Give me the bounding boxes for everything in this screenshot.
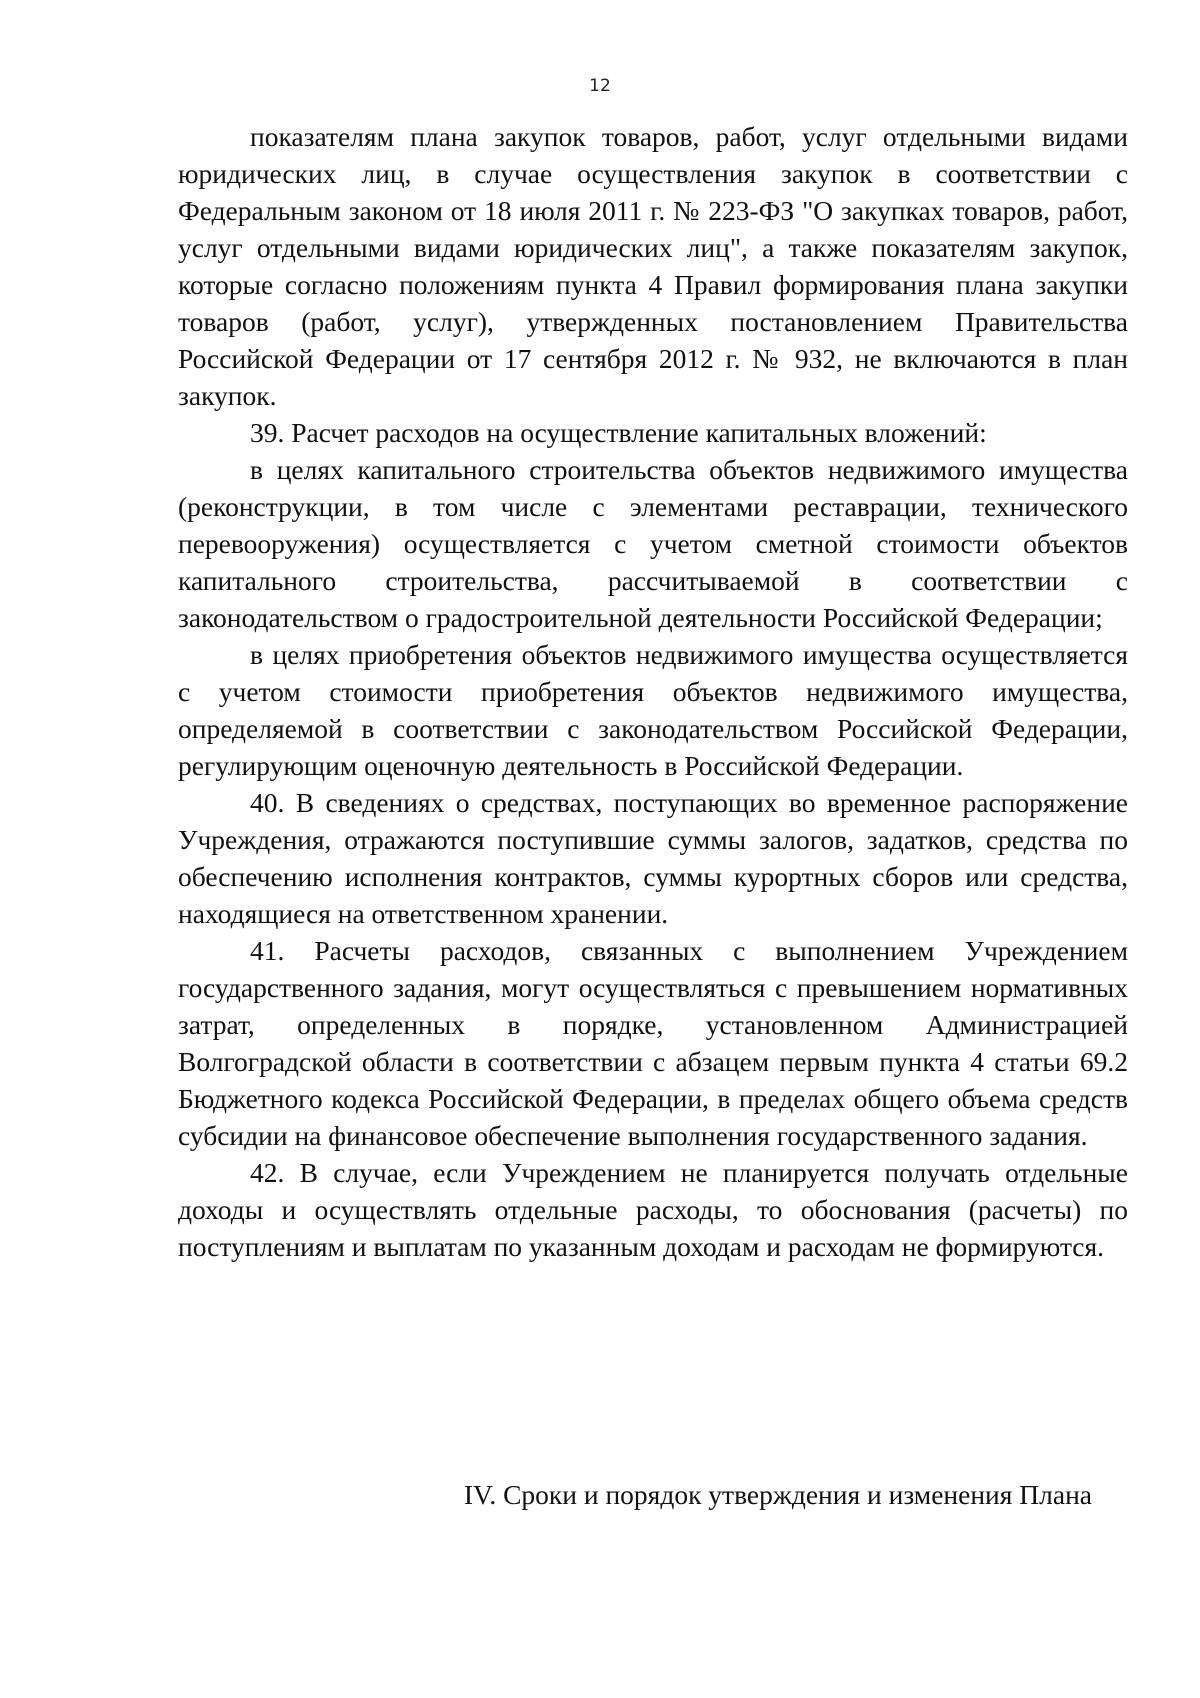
- paragraph-42-no-income-expenses: 42. В случае, если Учреждением не планируется получать отдельные доходы и осуществлять отдельные расходы, то обоснования (расчеты) по поступлениям и выплатам по указанным доходам и расходам не формируются.: [178, 1157, 1128, 1262]
- section-heading-text: IV. Сроки и порядок утверждения и изменения Плана: [463, 1479, 1092, 1510]
- document-body: [178, 118, 1128, 1265]
- paragraph-capital-construction: в целях капитального строительства объектов недвижимого имущества (реконструкции, в том числе с элементами реставрации, технического перевооружения) осуществляется с учетом сметной стоимости объектов капитального строительства, рассчитываемой в соответствии с законодательством о градостроительной деятельности Российской Федерации;: [178, 454, 1128, 633]
- paragraph-procurement-indicators: показателям плана закупок товаров, работ, услуг отдельными видами юридических лиц, в случае осуществления закупок в соответствии с Федеральным законом от 18 июля 2011 г. № 223-ФЗ "О закупках товаров, работ, услуг отдельными видами юридических лиц", а также показателям закупок, которые согласно положениям пункта 4 Правил формирования плана закупки товаров (работ, услуг), утвержденных постановлением Правительства Российской Федерации от 17 сентября 2012 г. № 932, не включаются в план закупок.: [178, 121, 1128, 411]
- page-number: 12: [589, 76, 611, 96]
- paragraph-40-temporary-funds: 40. В сведениях о средствах, поступающих во временное распоряжение Учреждения, отражаются поступившие суммы залогов, задатков, средства по обеспечению исполнения контрактов, суммы курортных сборов или средства, находящиеся на ответственном хранении.: [178, 787, 1128, 929]
- section-heading-iv: [178, 1476, 1128, 1513]
- paragraph-41-state-assignment: 41. Расчеты расходов, связанных с выполнением Учреждением государственного задания, могут осуществляться с превышением нормативных затрат, определенных в порядке, установленном Администрацией Волгоградской области в соответствии с абзацем первым пункта 4 статьи 69.2 Бюджетного кодекса Российской Федерации, в пределах общего объема средств субсидии на финансовое обеспечение выполнения государственного задания.: [178, 935, 1128, 1151]
- paragraph-39-capital-investments: 39. Расчет расходов на осуществление капитальных вложений:: [250, 417, 987, 448]
- paragraph-real-estate-acquisition: в целях приобретения объектов недвижимого имущества осуществляется с учетом стоимости приобретения объектов недвижимого имущества, определяемой в соответствии с законодательством Российской Федерации, регулирующим оценочную деятельность в Российской Федерации.: [178, 639, 1128, 781]
